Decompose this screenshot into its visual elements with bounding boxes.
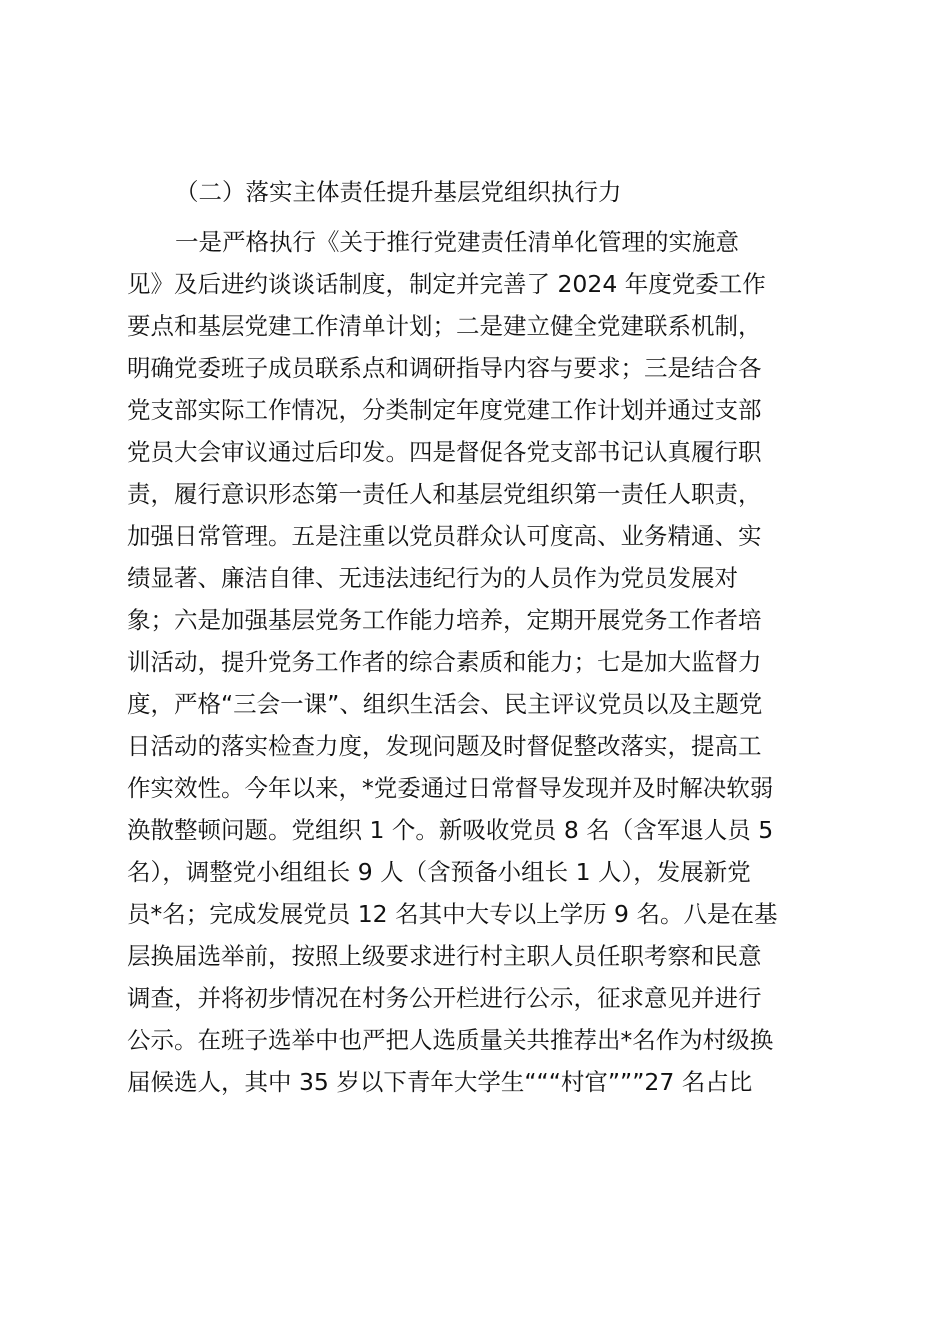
paragraph-line: 要点和基层党建工作清单计划；二是建立健全党建联系机制， (127, 312, 762, 340)
paragraph-line: 象；六是加强基层党务工作能力培养，定期开展党务工作者培 (127, 606, 762, 634)
paragraph-line: 党支部实际工作情况，分类制定年度党建工作计划并通过支部 (127, 396, 762, 424)
paragraph-line: 届候选人，其中 35 岁以下青年大学生“““村官”””27 名占比 (127, 1068, 753, 1096)
paragraph-line: 名），调整党小组组长 9 人（含预备小组长 1 人），发展新党 (127, 858, 751, 886)
paragraph-line: 绩显著、廉洁自律、无违法违纪行为的人员作为党员发展对 (127, 564, 738, 592)
paragraph-line: 日活动的落实检查力度，发现问题及时督促整改落实，提高工 (127, 732, 762, 760)
paragraph-line: 公示。在班子选举中也严把人选质量关共推荐出*名作为村级换 (127, 1026, 774, 1054)
paragraph-line: 层换届选举前，按照上级要求进行村主职人员任职考察和民意 (127, 942, 762, 970)
paragraph-line: 加强日常管理。五是注重以党员群众认可度高、业务精通、实 (127, 522, 762, 550)
paragraph-line: 一是严格执行《关于推行党建责任清单化管理的实施意 (175, 228, 739, 256)
paragraph-line: 见》及后进约谈谈话制度，制定并完善了 2024 年度党委工作 (127, 270, 766, 298)
paragraph-line: 作实效性。今年以来，*党委通过日常督导发现并及时解决软弱 (127, 774, 774, 802)
paragraph-line: 党员大会审议通过后印发。四是督促各党支部书记认真履行职 (127, 438, 762, 466)
paragraph-line: 责，履行意识形态第一责任人和基层党组织第一责任人职责， (127, 480, 762, 508)
paragraph-line: 调查，并将初步情况在村务公开栏进行公示，征求意见并进行 (127, 984, 762, 1012)
section-heading: （二）落实主体责任提升基层党组织执行力 (175, 178, 622, 206)
paragraph-line: 员*名；完成发展党员 12 名其中大专以上学历 9 名。八是在基 (127, 900, 778, 928)
paragraph-line: 涣散整顿问题。党组织 1 个。新吸收党员 8 名（含军退人员 5 (127, 816, 774, 844)
paragraph-line: 明确党委班子成员联系点和调研指导内容与要求；三是结合各 (127, 354, 762, 382)
paragraph-line: 训活动，提升党务工作者的综合素质和能力；七是加大监督力 (127, 648, 762, 676)
paragraph-line: 度，严格“三会一课”、组织生活会、民主评议党员以及主题党 (127, 690, 763, 718)
